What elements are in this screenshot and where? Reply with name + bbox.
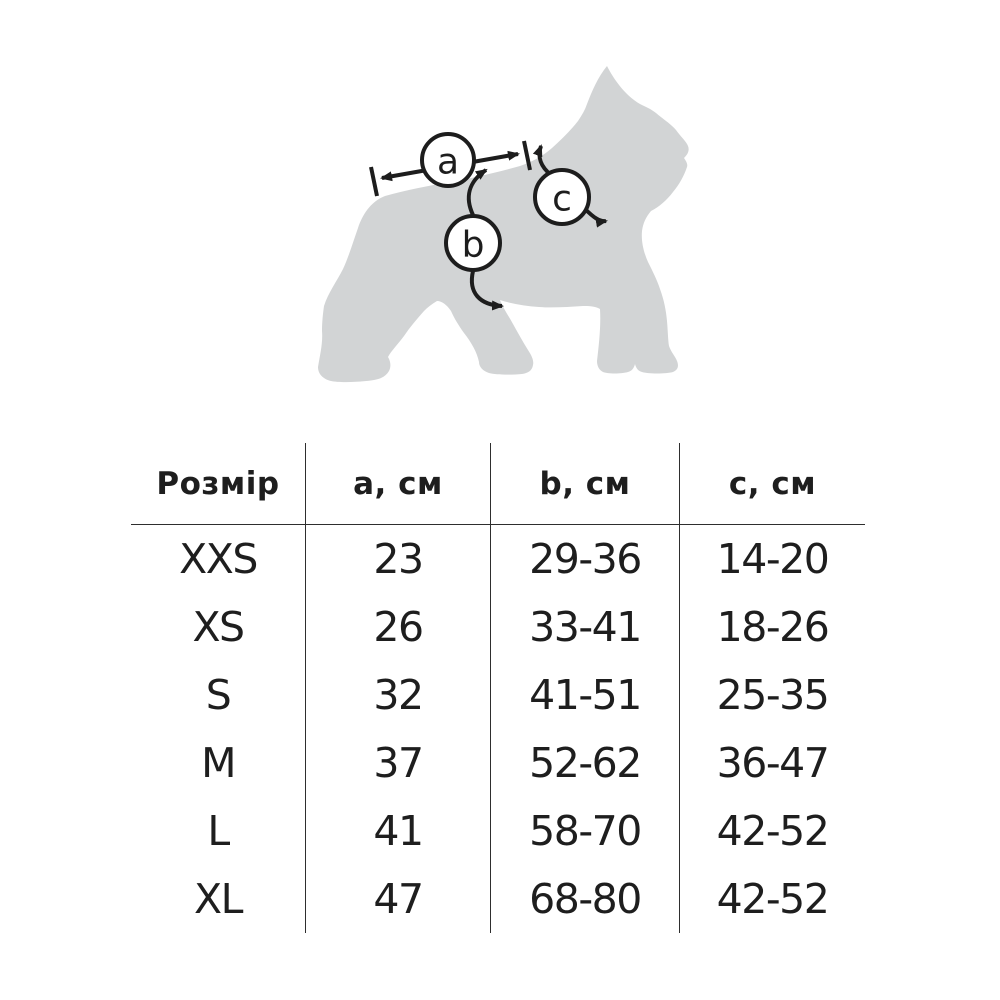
- value-b: 58-70: [490, 797, 679, 865]
- measure-a-tick-left: [371, 167, 377, 196]
- value-c: 14-20: [679, 525, 865, 593]
- size-label: L: [207, 807, 229, 855]
- value-b: 29-36: [490, 525, 679, 593]
- value-b: 33-41: [490, 593, 679, 661]
- marker-b-letter: b: [461, 224, 485, 266]
- value-a: 32: [305, 661, 490, 729]
- value-c: 25-35: [679, 661, 865, 729]
- column-header-size: Розмір: [131, 443, 305, 525]
- value-c: 42-52: [679, 865, 865, 933]
- value-b: 68-80: [490, 865, 679, 933]
- column-header-c: c, см: [679, 443, 865, 525]
- value-b: 52-62: [490, 729, 679, 797]
- size-label: XXS: [179, 535, 257, 583]
- size-label: XS: [192, 603, 244, 651]
- column-header-a: a, см: [305, 443, 490, 525]
- value-a: 47: [305, 865, 490, 933]
- size-label: M: [201, 739, 235, 787]
- dog-measurement-diagram: [0, 0, 1000, 440]
- marker-a-letter: a: [436, 141, 460, 183]
- value-a: 37: [305, 729, 490, 797]
- size-label: S: [205, 671, 231, 719]
- marker-c-letter: c: [552, 178, 572, 220]
- value-b: 41-51: [490, 661, 679, 729]
- value-a: 41: [305, 797, 490, 865]
- value-c: 18-26: [679, 593, 865, 661]
- value-c: 42-52: [679, 797, 865, 865]
- size-table: [131, 443, 865, 933]
- value-c: 36-47: [679, 729, 865, 797]
- dog-silhouette: [318, 66, 689, 382]
- column-header-b: b, см: [490, 443, 679, 525]
- value-a: 26: [305, 593, 490, 661]
- size-label: XL: [194, 875, 242, 923]
- value-a: 23: [305, 525, 490, 593]
